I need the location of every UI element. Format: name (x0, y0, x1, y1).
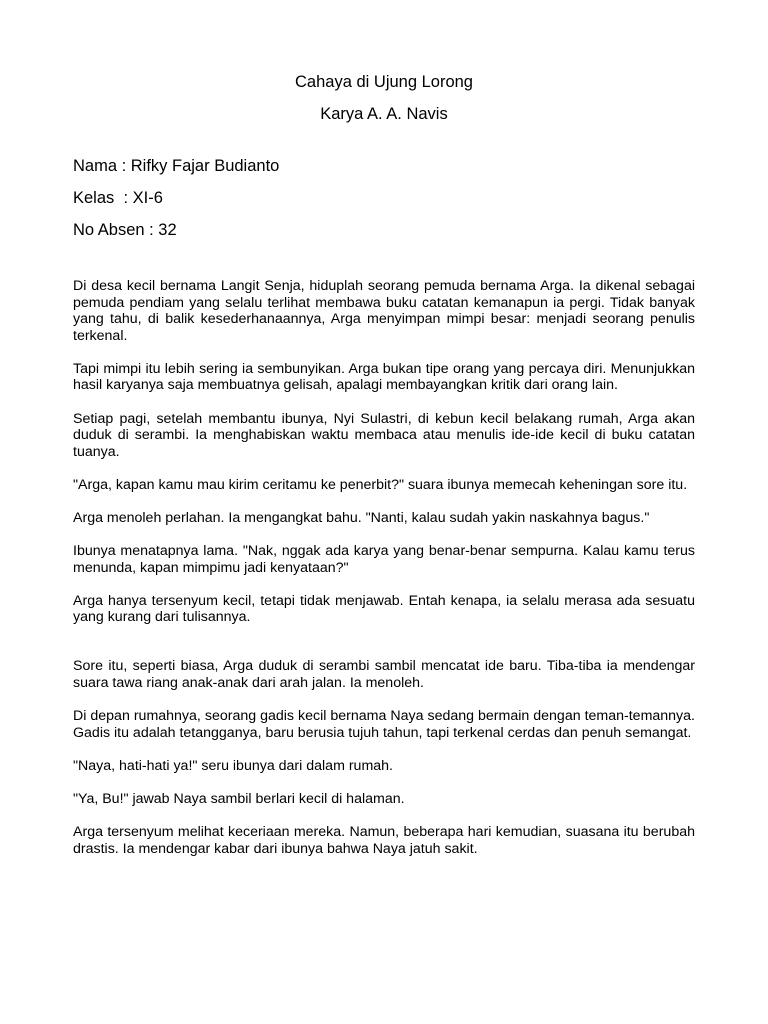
student-absen: No Absen : 32 (73, 221, 177, 239)
story-title: Cahaya di Ujung Lorong (295, 73, 473, 91)
paragraph: Setiap pagi, setelah membantu ibunya, Nyi Sulastri, di kebun kecil belakang rumah, Arga akan duduk di serambi. Ia menghabiskan waktu membaca atau menulis ide-ide kecil di buku catatan tuanya. (73, 410, 695, 460)
paragraph: "Ya, Bu!" jawab Naya sambil berlari kecil di halaman. (73, 790, 405, 807)
paragraph: Ibunya menatapnya lama. "Nak, nggak ada karya yang benar-benar sempurna. Kalau kamu terus menunda, kapan mimpimu jadi kenyataan?" (73, 543, 695, 576)
paragraph: Arga menoleh perlahan. Ia mengangkat bahu. "Nanti, kalau sudah yakin naskahnya bagus." (73, 509, 650, 526)
title-block (73, 0, 695, 130)
paragraph: "Arga, kapan kamu mau kirim ceritamu ke penerbit?" suara ibunya memecah keheningan sore itu. (73, 476, 688, 493)
paragraph: Di depan rumahnya, seorang gadis kecil bernama Naya sedang bermain dengan teman-temannya. Gadis itu adalah tetangganya, baru berusia tujuh tahun, tapi terkenal cerdas dan penuh semangat. (73, 708, 695, 741)
paragraph: Arga hanya tersenyum kecil, tetapi tidak menjawab. Entah kenapa, ia selalu merasa ada sesuatu yang kurang dari tulisannya. (73, 592, 695, 626)
paragraph: Di desa kecil bernama Langit Senja, hiduplah seorang pemuda bernama Arga. Ia dikenal sebagai pemuda pendiam yang selalu terlihat membawa buku catatan kemanapun ia pergi. Tidak banyak yang tahu, di balik kesederhanaannya, Arga menyimpan mimpi besar: menjadi seorang penulis terkenal. (73, 278, 695, 344)
paragraph: Arga tersenyum melihat keceriaan mereka. Namun, beberapa hari kemudian, suasana itu berubah drastis. Ia mendengar kabar dari ibunya bahwa Naya jatuh sakit. (73, 823, 695, 857)
paragraph: Tapi mimpi itu lebih sering ia sembunyikan. Arga bukan tipe orang yang percaya diri. Menunjukkan hasil karyanya saja membuatnya gelisah, apalagi membayangkan kritik dari orang lain. (73, 360, 695, 394)
paragraph: "Naya, hati-hati ya!" seru ibunya dari dalam rumah. (73, 757, 393, 774)
student-name: Nama : Rifky Fajar Budianto (73, 157, 280, 175)
paragraph: Sore itu, seperti biasa, Arga duduk di serambi sambil mencatat ide baru. Tiba-tiba ia mendengar suara tawa riang anak-anak dari arah jalan. Ia menoleh. (73, 658, 695, 691)
story-body (73, 278, 695, 857)
story-author: Karya A. A. Navis (320, 105, 448, 123)
student-class: Kelas : XI-6 (73, 189, 163, 207)
student-info (73, 150, 695, 246)
section-break (73, 642, 695, 658)
